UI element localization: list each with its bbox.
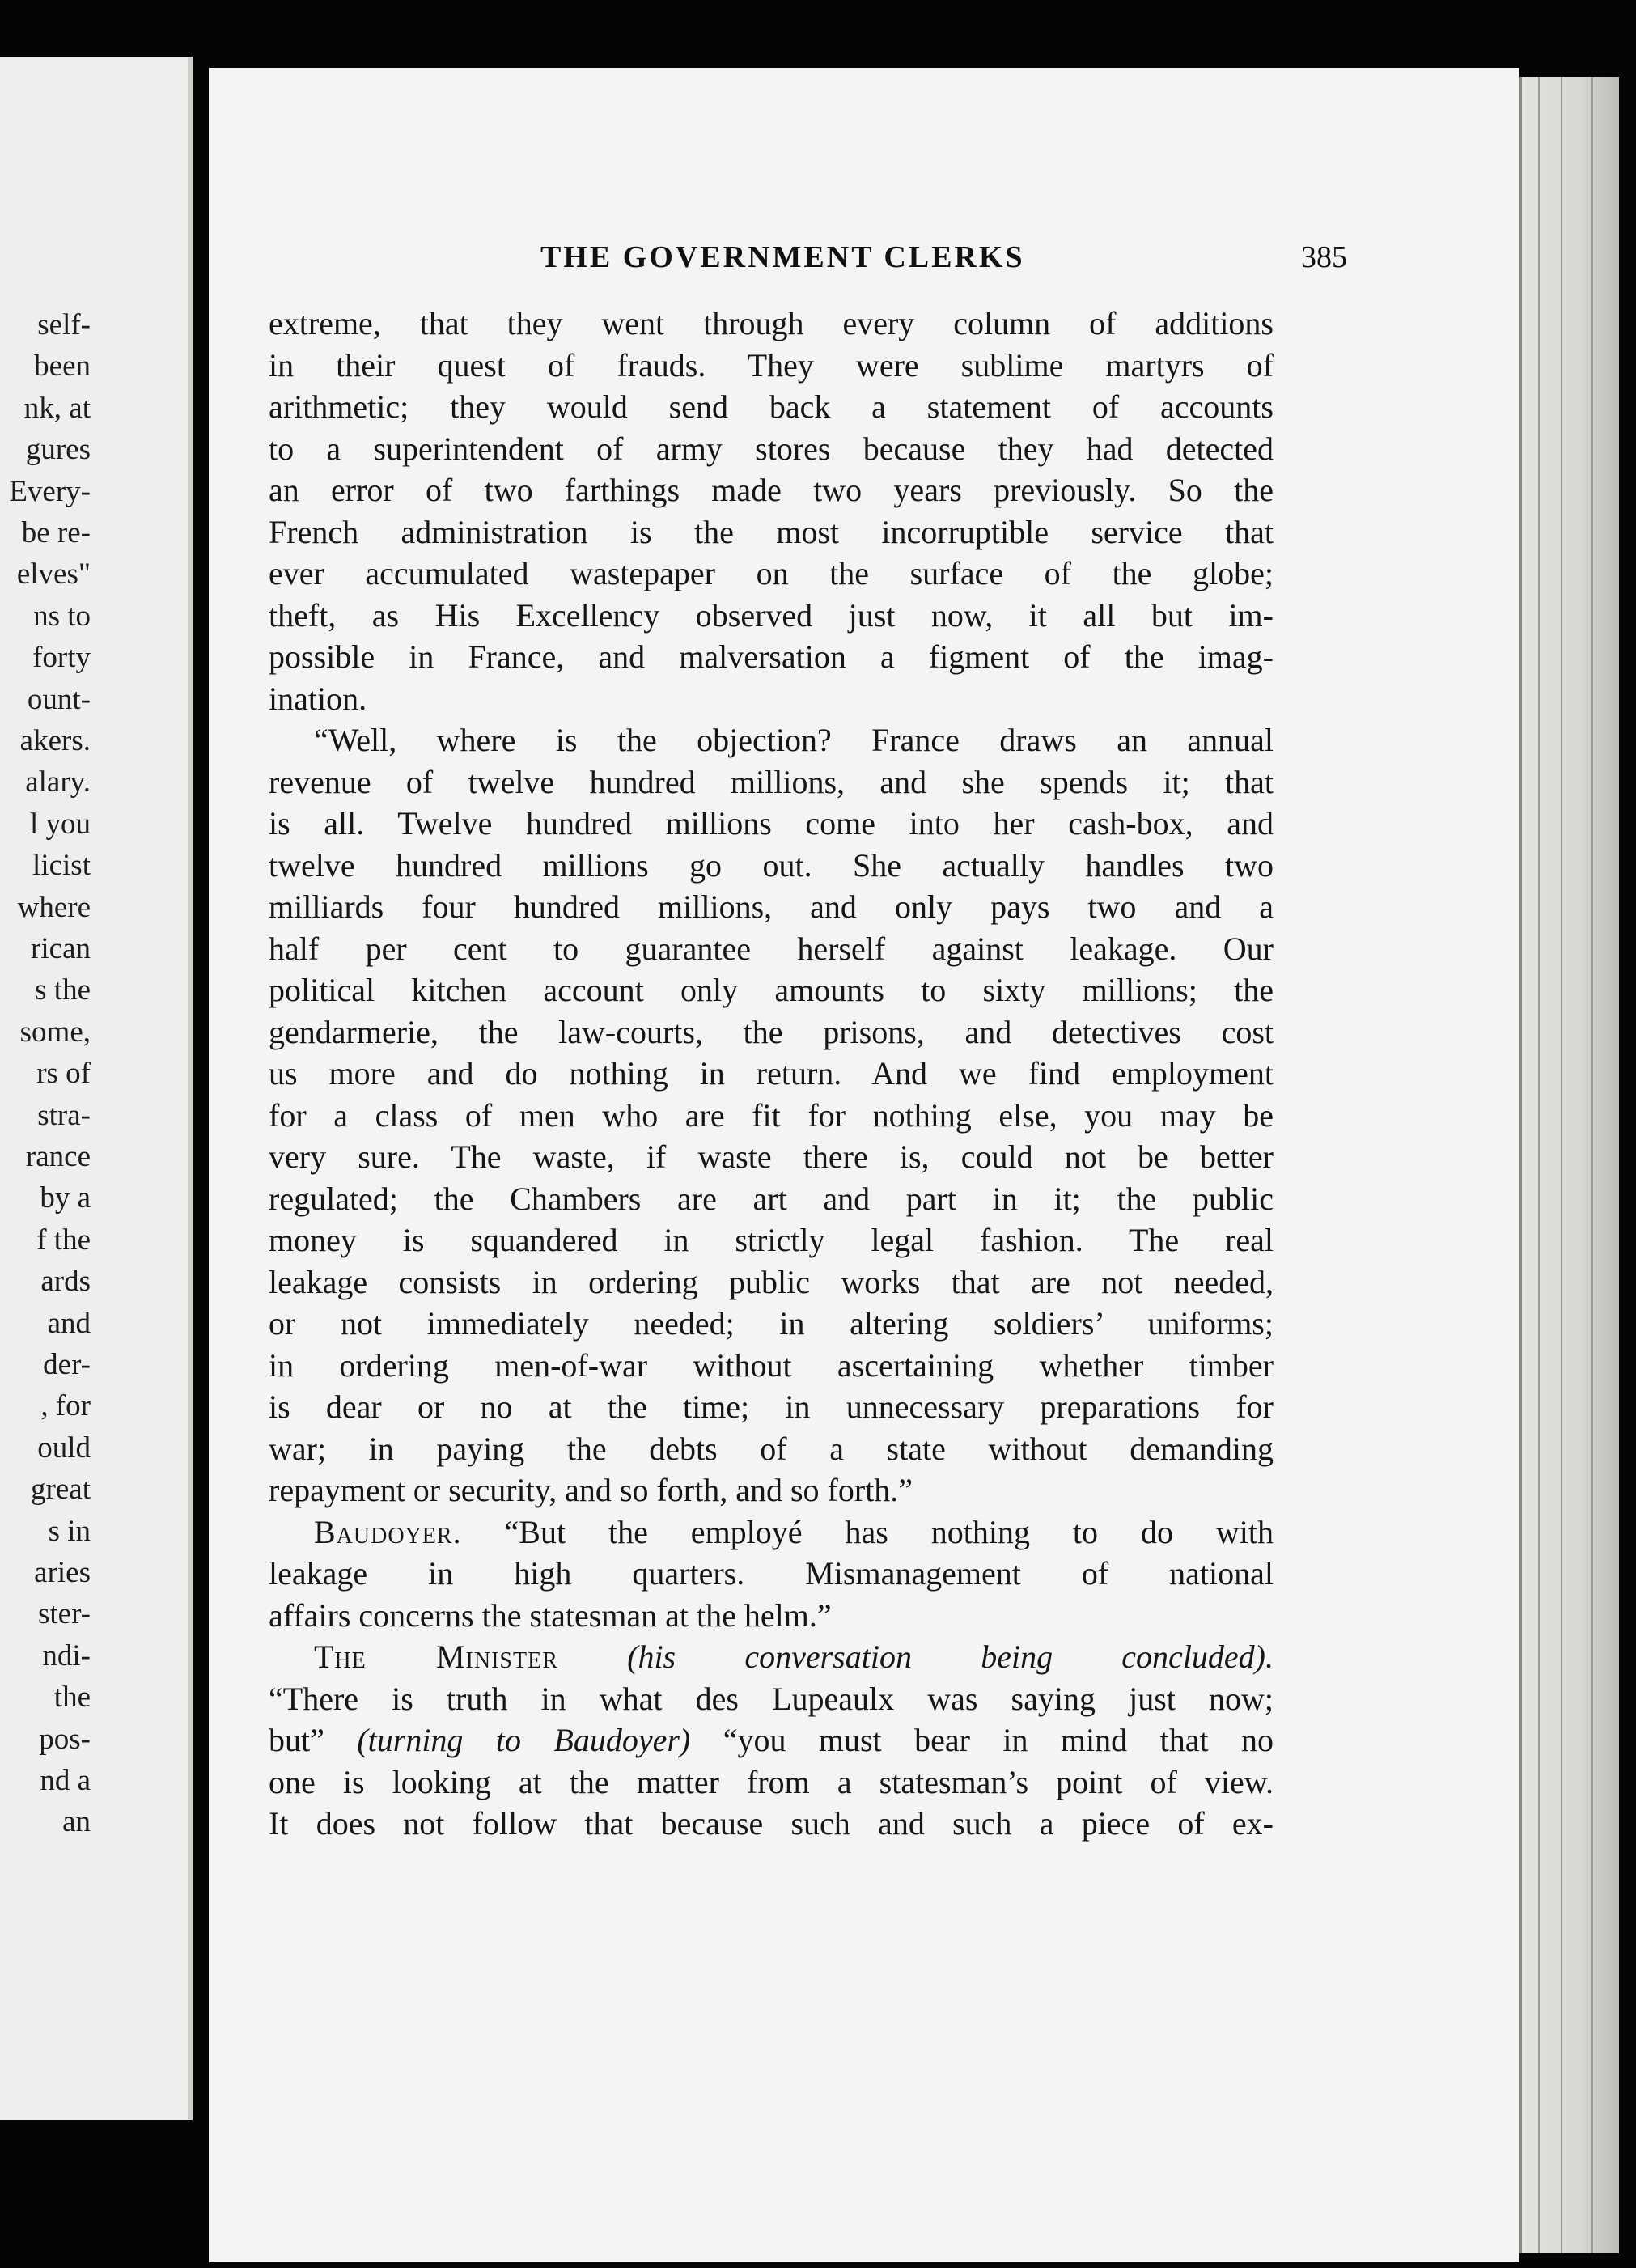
left-page-fragment: f the [36,1223,91,1257]
left-page-fragment: s the [35,973,91,1007]
book-page [209,68,1519,2262]
left-page-fragment: nd a [40,1764,91,1797]
left-page-fragment: s in [48,1514,91,1548]
left-page-fragment: be re- [21,516,91,549]
text-line: political kitchen account only amounts to sixty millions; the [269,972,1274,1008]
text-line: “Well, where is the objection? France draws an annual [314,722,1274,758]
left-page-fragment: great [31,1473,91,1507]
page-number: 385 [1301,240,1347,274]
stage-direction: (turning to Baudoyer) [357,1722,691,1758]
text-line: affairs concerns the statesman at the helm.” [269,1596,832,1634]
left-page-fragment: self- [37,308,91,341]
left-page-fragment: aries [34,1556,91,1589]
left-page-fragment: some, [19,1015,91,1049]
stage-direction: (his conversation being concluded). [627,1638,1274,1675]
text-line: French administration is the most incorruptible service that [269,513,1274,550]
left-page-fragment: rs of [36,1057,91,1091]
left-page-fragment: akers. [19,724,91,757]
text-line: half per cent to guarantee herself against leakage. Our [269,930,1274,967]
speaker-name: Baudoyer. [314,1513,462,1550]
text-line: is all. Twelve hundred millions come into her cash-box, and [269,805,1274,841]
left-page-fragment: ount- [27,682,91,716]
left-page-fragment: nk, at [23,391,91,425]
text-line: an error of two farthings made two years previously. So the [269,472,1274,508]
speaker-name: The Minister [314,1638,558,1675]
text-line: in their quest of frauds. They were sublime martyrs of [269,346,1274,384]
left-page-fragment: ster- [37,1597,91,1631]
running-head: THE GOVERNMENT CLERKS [540,240,1025,274]
left-page-fragment: alary. [25,765,91,799]
speech-text: but” [269,1722,324,1758]
text-line: leakage consists in ordering public works that are not needed, [269,1263,1274,1300]
left-page-fragment: pos- [39,1722,91,1756]
left-page-fragment: an [62,1805,91,1839]
left-page-fragment: ards [40,1265,91,1299]
left-page-fragment: and [47,1306,91,1340]
body-text [269,303,1274,1845]
left-facing-page [0,57,193,2120]
text-line: gendarmerie, the law-courts, the prisons, and detectives cost [269,1013,1274,1050]
text-line: milliards four hundred millions, and only pays two and a [269,888,1274,925]
text-line [269,1636,1274,1678]
text-line: theft, as His Excellency observed just now, it all but im- [269,596,1274,634]
text-line [269,1511,1274,1554]
text-line: us more and do nothing in return. And we find employment [269,1055,1274,1092]
text-line: or not immediately needed; in altering soldiers’ uniforms; [269,1305,1274,1342]
left-page-fragment: licist [32,849,91,883]
left-page-fragment: der- [43,1348,91,1381]
left-page-fragment: , for [40,1389,91,1423]
text-line: to a superintendent of army stores because they had detected [269,430,1274,467]
text-line: arithmetic; they would send back a statement of accounts [269,388,1274,425]
text-line: leakage in high quarters. Mismanagement of national [269,1555,1274,1592]
left-page-fragment: ns to [33,599,91,633]
text-line: one is looking at the matter from a statesman’s point of view. [269,1763,1274,1800]
left-page-fragment: gures [25,433,91,467]
text-line: regulated; the Chambers are art and part in it; the public [269,1180,1274,1217]
text-line: ination. [269,680,367,717]
left-page-fragment: rance [25,1140,91,1173]
page-edge-line [1591,77,1593,2253]
left-page-fragment: by a [40,1181,91,1215]
text-line [269,1719,1274,1761]
text-line: money is squandered in strictly legal fashion. The real [269,1222,1274,1258]
speech-text: “But the employé has nothing to do with [504,1513,1274,1550]
left-page-fragment: l you [29,807,91,841]
text-line: revenue of twelve hundred millions, and she spends it; that [269,763,1274,800]
text-line: “There is truth in what des Lupeaulx was saying just now; [269,1680,1274,1717]
text-line: extreme, that they went through every column of additions [269,305,1274,341]
left-page-fragment: ould [37,1431,91,1465]
book-page-edge [1519,77,1619,2253]
page-edge-line [1561,77,1562,2253]
text-line: repayment or security, and so forth, and so forth.” [269,1472,913,1508]
text-line: It does not follow that because such and such a piece of ex- [269,1805,1274,1842]
text-line: twelve hundred millions go out. She actually handles two [269,846,1274,884]
left-page-fragment: been [34,350,91,384]
text-line: very sure. The waste, if waste there is, could not be better [269,1138,1274,1175]
text-line: in ordering men-of-war without ascertaining whether timber [269,1346,1274,1384]
left-page-fragment: ndi- [42,1638,91,1672]
speech-text: “you must bear in mind that no [723,1722,1274,1758]
text-line: war; in paying the debts of a state without demanding [269,1430,1274,1467]
page-edge-line [1538,77,1540,2253]
text-line: for a class of men who are fit for nothing else, you may be [269,1096,1274,1134]
left-page-fragment: stra- [37,1098,91,1132]
text-line: is dear or no at the time; in unnecessary preparations for [269,1388,1274,1425]
left-page-fragment: Every- [9,474,91,508]
left-page-fragment: the [53,1681,91,1715]
text-line: ever accumulated wastepaper on the surface of the globe; [269,555,1274,591]
left-page-fragment: elves" [16,557,91,591]
text-line: possible in France, and malversation a figment of the imag- [269,638,1274,675]
left-page-fragment: rican [31,932,91,965]
page-header [209,240,1519,288]
left-page-fragment: where [17,890,91,924]
left-page-fragment: forty [32,641,91,675]
